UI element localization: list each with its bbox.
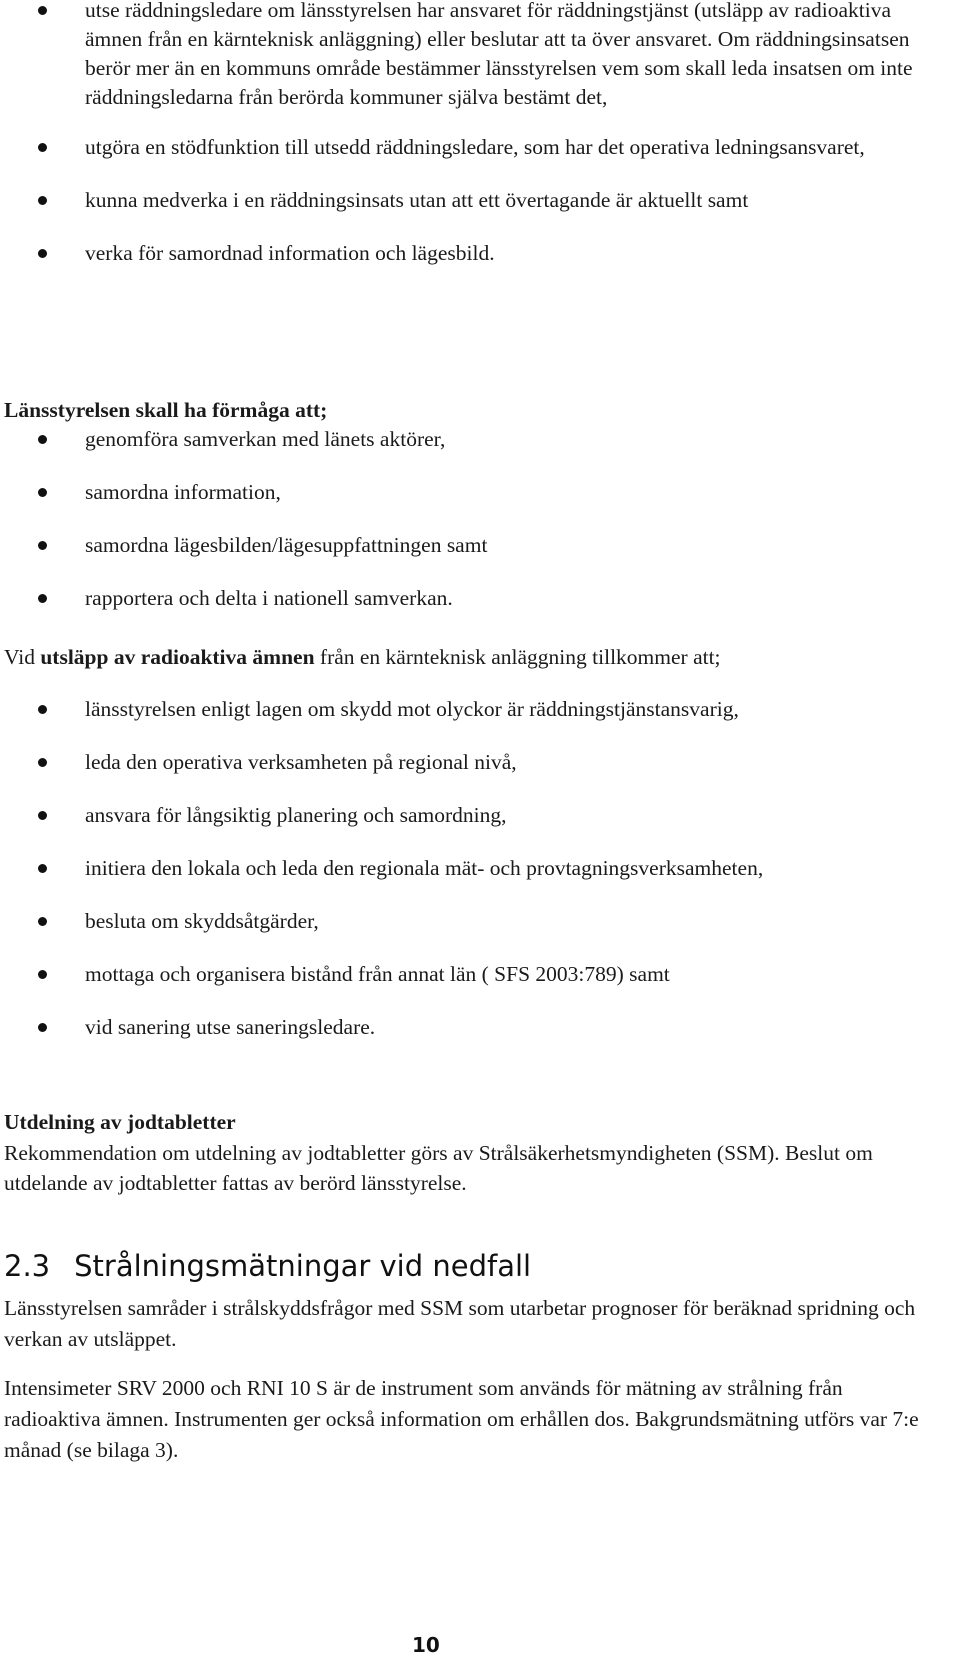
radioactive-intro: Vid utsläpp av radioaktiva ämnen från en kärnteknisk anläggning tillkommer att; <box>4 645 721 669</box>
list-item: vid sanering utse saneringsledare. <box>0 1013 940 1042</box>
list-item: utgöra en stödfunktion till utsedd räddningsledare, som har det operativa ledningsansvaret, <box>0 133 940 162</box>
section-title: Strålningsmätningar vid nedfall <box>74 1249 532 1283</box>
list-item: samordna information, <box>0 478 940 507</box>
list-item: besluta om skyddsåtgärder, <box>0 907 940 936</box>
section-paragraph: Intensimeter SRV 2000 och RNI 10 S är de instrument som används för mätning av strålning från radioaktiva ämnen. Instrumenten ger också information om erhållen dos. Bakgrundsmätning utförs var 7:e månad (se bilaga 3). <box>4 1376 919 1462</box>
iodine-paragraph: Rekommendation om utdelning av jodtabletter görs av Strålsäkerhetsmyndigheten (SSM). Beslut om utdelande av jodtabletter fattas av berörd länsstyrelse. <box>4 1141 873 1195</box>
capability-heading: Länsstyrelsen skall ha förmåga att; <box>4 398 328 422</box>
capability-bullet-list <box>0 425 940 637</box>
list-item: kunna medverka i en räddningsinsats utan att ett övertagande är aktuellt samt <box>0 186 940 215</box>
section-paragraph: Länsstyrelsen samråder i strålskyddsfrågor med SSM som utarbetar prognoser för beräknad spridning och verkan av utsläppet. <box>4 1296 916 1351</box>
list-item: initiera den lokala och leda den regionala mät- och provtagningsverksamheten, <box>0 854 940 883</box>
list-item: mottaga och organisera bistånd från annat län ( SFS 2003:789) samt <box>0 960 940 989</box>
list-item: länsstyrelsen enligt lagen om skydd mot olyckor är räddningstjänstansvarig, <box>0 695 940 724</box>
section-heading <box>4 1248 531 1284</box>
list-item: genomföra samverkan med länets aktörer, <box>0 425 940 454</box>
iodine-heading: Utdelning av jodtabletter <box>4 1110 236 1134</box>
intro-bullet-list <box>0 0 940 292</box>
page-number: 10 <box>412 1633 440 1657</box>
section-number: 2.3 <box>4 1249 51 1283</box>
list-item: ansvara för långsiktig planering och samordning, <box>0 801 940 830</box>
list-item: verka för samordnad information och lägesbild. <box>0 239 940 268</box>
list-item: rapportera och delta i nationell samverkan. <box>0 584 940 613</box>
list-item: utse räddningsledare om länsstyrelsen har ansvaret för räddningstjänst (utsläpp av radioaktiva ämnen från en kärnteknisk anläggning) eller beslutar att ta över ansvaret. Om räddningsinsatsen berör mer än en kommuns område bestämmer länsstyrelsen vem som skall leda insatsen om inte räddningsledarna från berörda kommuner själva bestämt det, <box>0 0 940 112</box>
list-item: samordna lägesbilden/lägesuppfattningen samt <box>0 531 940 560</box>
list-item: leda den operativa verksamheten på regional nivå, <box>0 748 940 777</box>
radioactive-bullet-list <box>0 695 940 1066</box>
